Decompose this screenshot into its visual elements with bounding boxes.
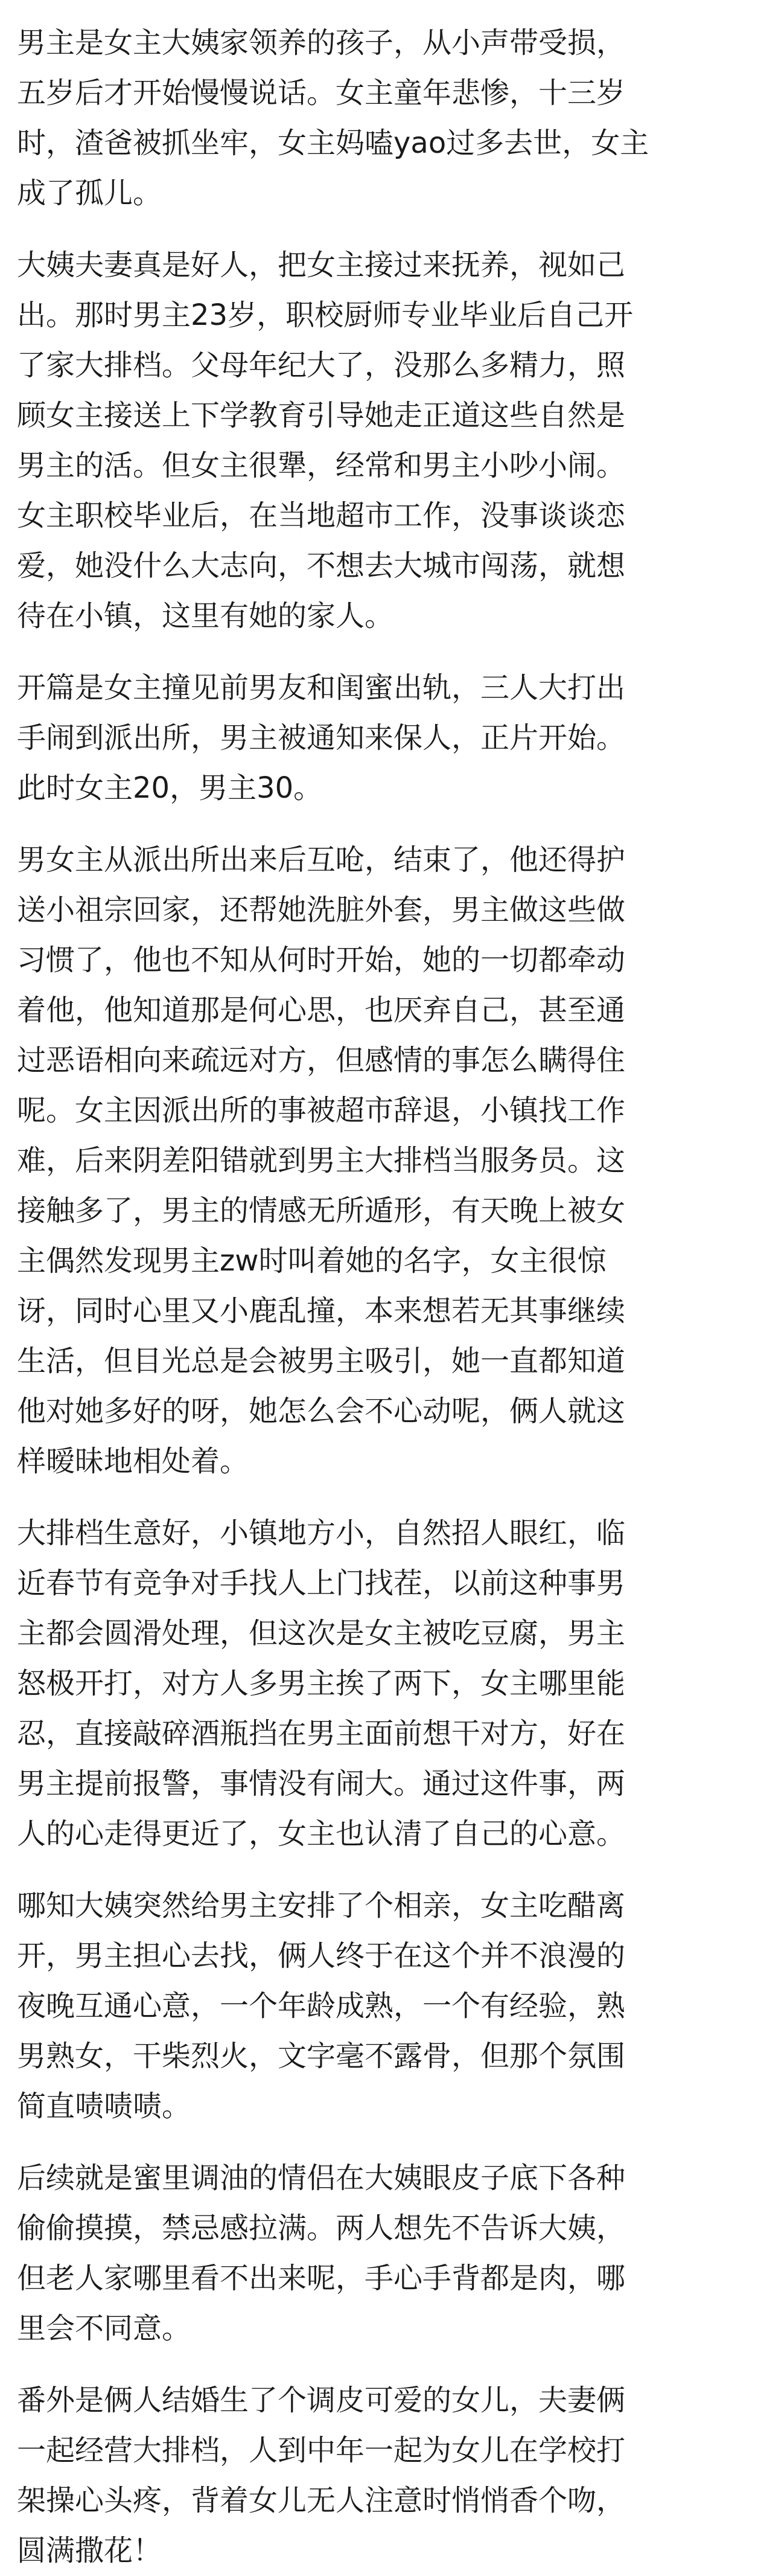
paragraph-1 xyxy=(17,18,741,219)
text-line: 他对她多好的呀，她怎么会不心动呢，俩人就这 xyxy=(17,1394,626,1428)
text-line: 圆满撒花！ xyxy=(17,2534,162,2568)
text-line: 此时女主20，男主30。 xyxy=(17,771,323,805)
text-line: 生活，但目光总是会被男主吸引，她一直都知道 xyxy=(17,1344,626,1378)
paragraph-6 xyxy=(17,1881,741,2132)
text-line: 大排档生意好，小镇地方小，自然招人眼红，临 xyxy=(17,1516,626,1550)
article-body xyxy=(17,18,741,2576)
text-line: 男主提前报警，事情没有闹大。通过这件事，两 xyxy=(17,1767,626,1801)
text-line: 近春节有竞争对手找人上门找茬，以前这种事男 xyxy=(17,1566,626,1600)
paragraph-5 xyxy=(17,1508,741,1859)
text-line: 习惯了，他也不知从何时开始，她的一切都牵动 xyxy=(17,943,626,977)
text-line: 了家大排档。父母年纪大了，没那么多精力，照 xyxy=(17,348,626,382)
text-line: 大姨夫妻真是好人，把女主接过来抚养，视如己 xyxy=(17,248,626,282)
text-line: 时，渣爸被抓坐牢，女主妈嗑yao过多去世，女主 xyxy=(17,126,649,160)
text-line: 五岁后才开始慢慢说话。女主童年悲惨，十三岁 xyxy=(17,76,626,110)
text-line: 但老人家哪里看不出来呢，手心手背都是肉，哪 xyxy=(17,2261,626,2295)
text-line: 忍，直接敲碎酒瓶挡在男主面前想干对方，好在 xyxy=(17,1717,626,1751)
text-line: 开，男主担心去找，俩人终于在这个并不浪漫的 xyxy=(17,1939,626,1973)
paragraph-3 xyxy=(17,663,741,813)
text-line: 着他，他知道那是何心思，也厌弃自己，甚至通 xyxy=(17,993,626,1027)
text-line: 番外是俩人结婚生了个调皮可爱的女儿，夫妻俩 xyxy=(17,2383,626,2417)
text-line: 简直啧啧啧。 xyxy=(17,2089,191,2123)
text-line: 男熟女，干柴烈火，文字毫不露骨，但那个氛围 xyxy=(17,2039,626,2073)
text-line: 偷偷摸摸，禁忌感拉满。两人想先不告诉大姨， xyxy=(17,2211,626,2245)
text-line: 女主职校毕业后，在当地超市工作，没事谈谈恋 xyxy=(17,499,626,533)
paragraph-8 xyxy=(17,2376,741,2576)
paragraph-7 xyxy=(17,2153,741,2354)
text-line: 主都会圆滑处理，但这次是女主被吃豆腐，男主 xyxy=(17,1616,626,1650)
text-line: 一起经营大排档，人到中年一起为女儿在学校打 xyxy=(17,2433,626,2467)
text-line: 哪知大姨突然给男主安排了个相亲，女主吃醋离 xyxy=(17,1889,626,1923)
text-line: 样暧昧地相处着。 xyxy=(17,1444,249,1478)
text-line: 难，后来阴差阳错就到男主大排档当服务员。这 xyxy=(17,1144,626,1177)
paragraph-2 xyxy=(17,240,741,641)
text-line: 里会不同意。 xyxy=(17,2312,191,2345)
text-line: 接触多了，男主的情感无所遁形，有天晚上被女 xyxy=(17,1194,626,1228)
text-line: 过恶语相向来疏远对方，但感情的事怎么瞒得住 xyxy=(17,1043,626,1077)
text-line: 爱，她没什么大志向，不想去大城市闯荡，就想 xyxy=(17,549,626,583)
text-line: 呢。女主因派出所的事被超市辞退，小镇找工作 xyxy=(17,1094,626,1127)
text-line: 夜晚互通心意，一个年龄成熟，一个有经验，熟 xyxy=(17,1989,626,2023)
text-line: 待在小镇，这里有她的家人。 xyxy=(17,599,394,633)
text-line: 男主的活。但女主很犟，经常和男主小吵小闹。 xyxy=(17,449,626,482)
text-line: 讶，同时心里又小鹿乱撞，本来想若无其事继续 xyxy=(17,1294,626,1328)
text-line: 成了孤儿。 xyxy=(17,176,162,210)
text-line: 开篇是女主撞见前男友和闺蜜出轨，三人大打出 xyxy=(17,671,626,705)
paragraph-4 xyxy=(17,835,741,1487)
text-line: 出。那时男主23岁，职校厨师专业毕业后自己开 xyxy=(17,298,634,332)
text-line: 手闹到派出所，男主被通知来保人，正片开始。 xyxy=(17,721,626,755)
text-line: 主偶然发现男主zw时叫着她的名字，女主很惊 xyxy=(17,1244,607,1278)
text-line: 顾女主接送上下学教育引导她走正道这些自然是 xyxy=(17,399,626,432)
text-line: 后续就是蜜里调油的情侣在大姨眼皮子底下各种 xyxy=(17,2161,626,2195)
text-line: 怒极开打，对方人多男主挨了两下，女主哪里能 xyxy=(17,1667,626,1700)
text-line: 送小祖宗回家，还帮她洗脏外套，男主做这些做 xyxy=(17,893,626,927)
text-line: 男女主从派出所出来后互呛，结束了，他还得护 xyxy=(17,843,626,877)
text-line: 男主是女主大姨家领养的孩子，从小声带受损， xyxy=(17,26,626,60)
text-line: 人的心走得更近了，女主也认清了自己的心意。 xyxy=(17,1817,626,1851)
text-line: 架操心头疼，背着女儿无人注意时悄悄香个吻， xyxy=(17,2484,626,2517)
